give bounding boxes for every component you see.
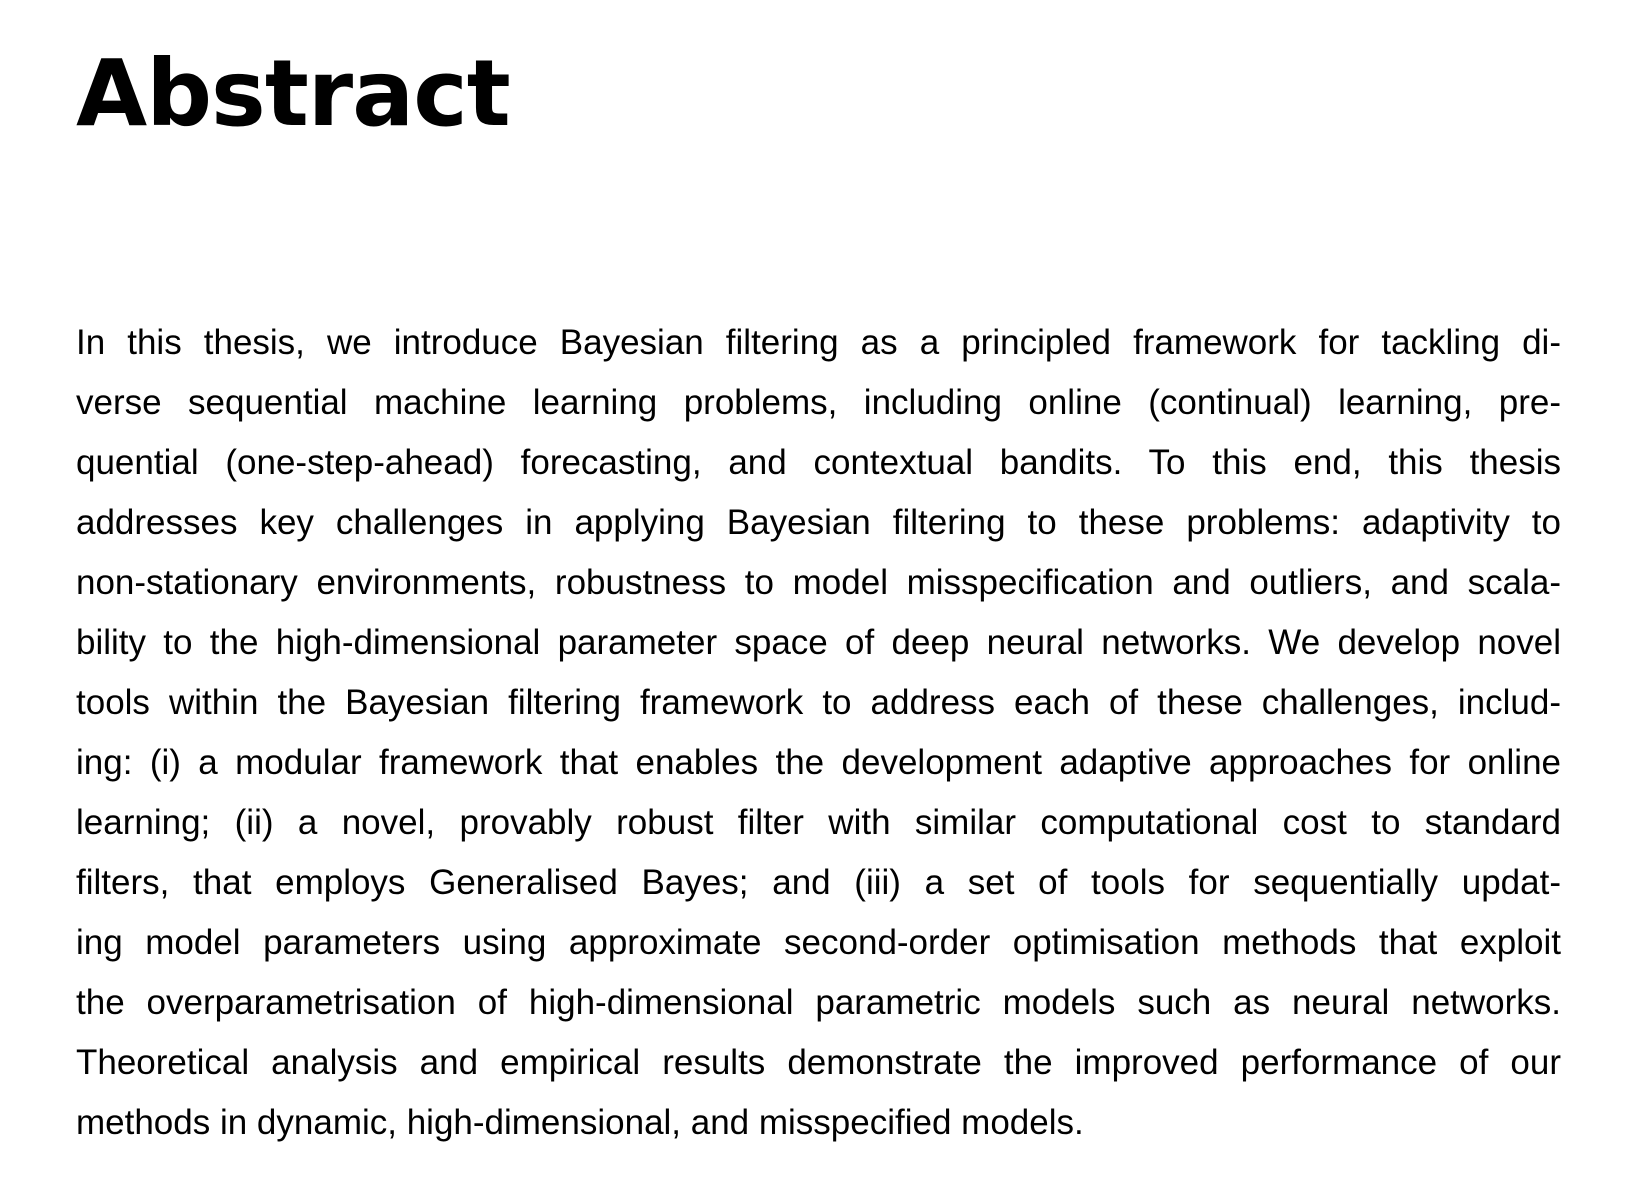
abstract-line: filters, that employs Generalised Bayes; and (iii) a set of tools for sequentially updat- xyxy=(76,863,1561,902)
abstract-line: Theoretical analysis and empirical results demonstrate the improved performance of our xyxy=(76,1043,1561,1082)
abstract-line: verse sequential machine learning problems, including online (continual) learning, pre- xyxy=(76,383,1561,422)
abstract-line: the overparametrisation of high-dimensional parametric models such as neural networks. xyxy=(76,983,1561,1022)
abstract-line: tools within the Bayesian filtering framework to address each of these challenges, includ- xyxy=(76,683,1561,722)
abstract-line: learning; (ii) a novel, provably robust filter with similar computational cost to standard xyxy=(76,803,1561,842)
abstract-line: ing: (i) a modular framework that enables the development adaptive approaches for online xyxy=(76,743,1561,782)
abstract-line: In this thesis, we introduce Bayesian filtering as a principled framework for tackling di- xyxy=(76,323,1561,362)
abstract-line: ing model parameters using approximate second-order optimisation methods that exploit xyxy=(76,923,1561,962)
abstract-line: addresses key challenges in applying Bayesian filtering to these problems: adaptivity to xyxy=(76,503,1561,542)
abstract-paragraph xyxy=(76,313,1561,1153)
abstract-line: bility to the high-dimensional parameter space of deep neural networks. We develop novel xyxy=(76,623,1561,662)
abstract-line: methods in dynamic, high-dimensional, and misspecified models. xyxy=(76,1103,1084,1142)
abstract-heading: Abstract xyxy=(76,40,510,147)
abstract-line: non-stationary environments, robustness to model misspecification and outliers, and scala- xyxy=(76,563,1561,602)
abstract-line: quential (one-step-ahead) forecasting, and contextual bandits. To this end, this thesis xyxy=(76,443,1561,482)
